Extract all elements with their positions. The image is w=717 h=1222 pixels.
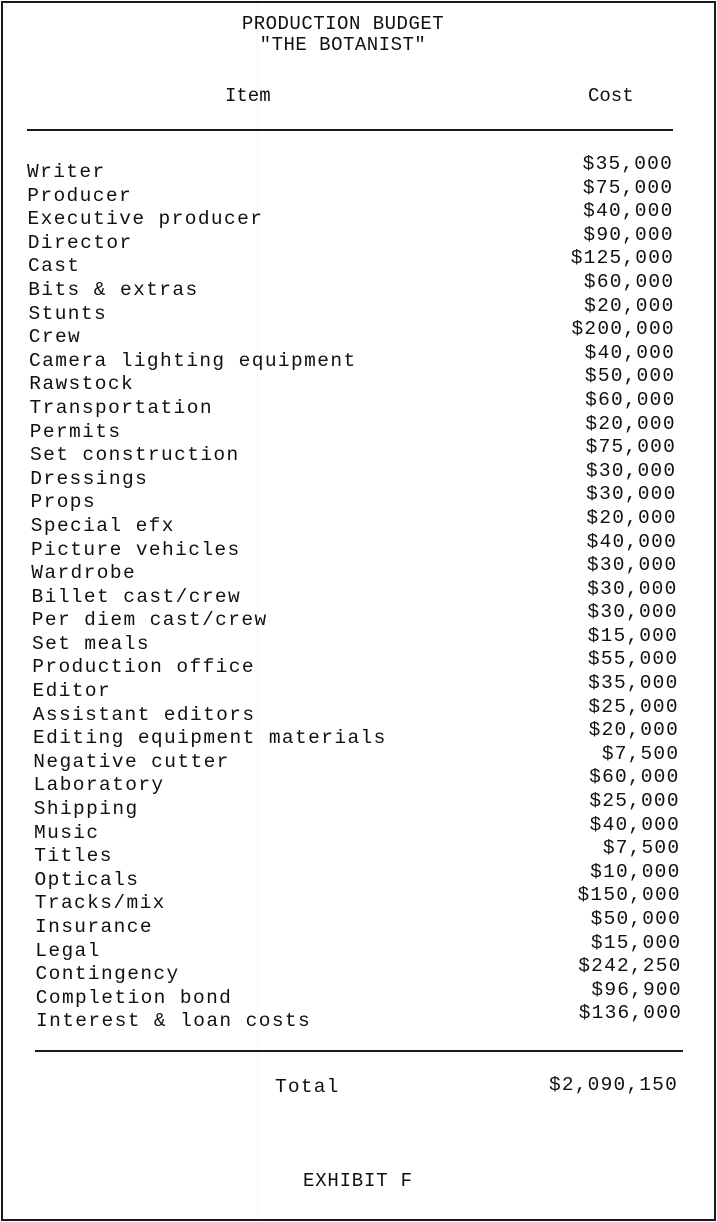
budget-row-item: Executive producer [27,208,264,231]
budget-row [27,436,683,467]
budget-row-item: Editing equipment materials [33,727,387,750]
budget-row-item: Set meals [32,632,150,655]
budget-row-cost: $30,000 [586,554,678,577]
budget-row-item: Assistant editors [32,703,256,726]
budget-row-cost: $125,000 [570,247,674,270]
budget-row [27,601,683,632]
budget-row-cost: $50,000 [590,908,681,930]
budget-row-cost: $20,000 [584,294,675,317]
budget-row [27,884,683,915]
budget-row-item: Interest & loan costs [36,1010,312,1033]
budget-row-cost: $90,000 [583,223,674,246]
budget-row-item: Negative cutter [33,750,230,773]
budget-row-cost: $20,000 [586,506,677,529]
exhibit-label: EXHIBIT F [303,1170,413,1192]
total-divider [35,1050,683,1052]
budget-row [27,412,683,443]
budget-row-item: Camera lighting equipment [29,349,357,372]
budget-row-cost: $242,250 [578,955,682,978]
budget-row-item: Crew [28,326,82,349]
budget-row-item: Music [34,821,100,844]
budget-row-cost: $75,000 [582,176,674,199]
budget-row-item: Opticals [34,868,140,891]
budget-row-item: Contingency [35,963,180,986]
total-label: Total [275,1076,340,1098]
budget-row [27,813,683,844]
document-subtitle: "THE BOTANIST" [259,34,427,56]
budget-row-item: Writer [27,161,106,183]
budget-row-cost: $60,000 [583,270,675,293]
document-title: PRODUCTION BUDGET [241,13,445,35]
budget-row [27,790,683,821]
budget-row [27,624,683,655]
budget-row-cost: $200,000 [571,318,675,341]
budget-row [27,672,683,703]
budget-row-cost: $96,900 [591,978,682,1001]
budget-row-cost: $30,000 [587,577,678,600]
budget-row-item: Production office [32,656,255,679]
budget-row-item: Special efx [30,514,175,537]
budget-row [27,695,683,726]
budget-row-cost: $60,000 [585,388,676,411]
budget-row-item: Tracks/mix [34,892,166,915]
budget-row-cost: $30,000 [587,601,678,624]
budget-row [27,506,683,537]
budget-row-item: Billet cast/crew [31,585,242,608]
budget-row-cost: $7,500 [602,837,681,860]
budget-row [27,766,683,797]
budget-row-item: Dressings [30,467,149,490]
budget-row-cost: $55,000 [587,648,679,671]
budget-row [27,1002,683,1033]
budget-row-item: Legal [35,939,101,962]
budget-row-cost: $40,000 [589,813,680,836]
budget-row-item: Wardrobe [31,562,137,585]
budget-row [27,837,683,868]
budget-row-item: Picture vehicles [31,538,241,561]
column-header-item: Item [225,85,271,107]
budget-row-cost: $30,000 [585,459,677,482]
budget-page [1,1,716,1221]
budget-row-cost: $25,000 [588,695,679,718]
budget-row-item: Producer [27,184,133,207]
budget-row-cost: $35,000 [582,153,673,175]
budget-row-cost: $35,000 [588,672,679,695]
budget-row-item: Permits [29,420,122,443]
budget-row-item: Laboratory [33,774,165,797]
total-value: $2,090,150 [548,1074,678,1096]
budget-row-cost: $25,000 [589,790,680,813]
budget-row-cost: $136,000 [578,1002,682,1025]
budget-line-items [27,153,683,1033]
budget-row-item: Bits & extras [28,278,199,301]
budget-row-cost: $75,000 [585,436,676,459]
budget-row-item: Stunts [28,302,108,325]
budget-row [27,908,683,938]
budget-row-item: Props [30,491,97,514]
budget-row-cost: $40,000 [586,530,677,553]
budget-row-cost: $20,000 [585,412,676,435]
budget-row [27,719,683,750]
column-header-cost: Cost [588,85,634,107]
budget-row [27,742,683,773]
budget-row-item: Per diem cast/crew [31,609,268,632]
budget-row-cost: $150,000 [577,884,681,907]
budget-row-cost: $40,000 [584,341,675,364]
budget-row-item: Director [27,231,133,254]
budget-row-item: Transportation [29,396,213,419]
header-divider [27,129,673,131]
budget-row-cost: $10,000 [590,860,681,883]
budget-row [27,459,683,490]
budget-row-item: Insurance [35,916,153,938]
budget-row-item: Cast [28,255,81,278]
budget-row-item: Titles [34,845,113,868]
budget-row [27,648,683,679]
budget-row-item: Editor [32,680,112,703]
budget-row-cost: $7,500 [601,742,680,765]
budget-row [27,554,683,585]
budget-row-cost: $15,000 [590,931,682,954]
budget-row-cost: $50,000 [584,365,676,388]
budget-row [27,955,683,986]
budget-row-item: Rawstock [29,373,135,396]
budget-row-item: Set construction [30,444,240,467]
budget-row-cost: $60,000 [589,766,680,789]
budget-row-cost: $20,000 [588,719,679,742]
budget-row-cost: $15,000 [587,624,678,647]
budget-row-cost: $30,000 [586,483,677,506]
budget-row-item: Shipping [33,798,139,821]
budget-row [27,577,683,608]
budget-row [27,530,683,561]
budget-row-item: Completion bond [35,986,233,1009]
budget-row-cost: $40,000 [583,200,674,223]
budget-row [27,483,683,514]
